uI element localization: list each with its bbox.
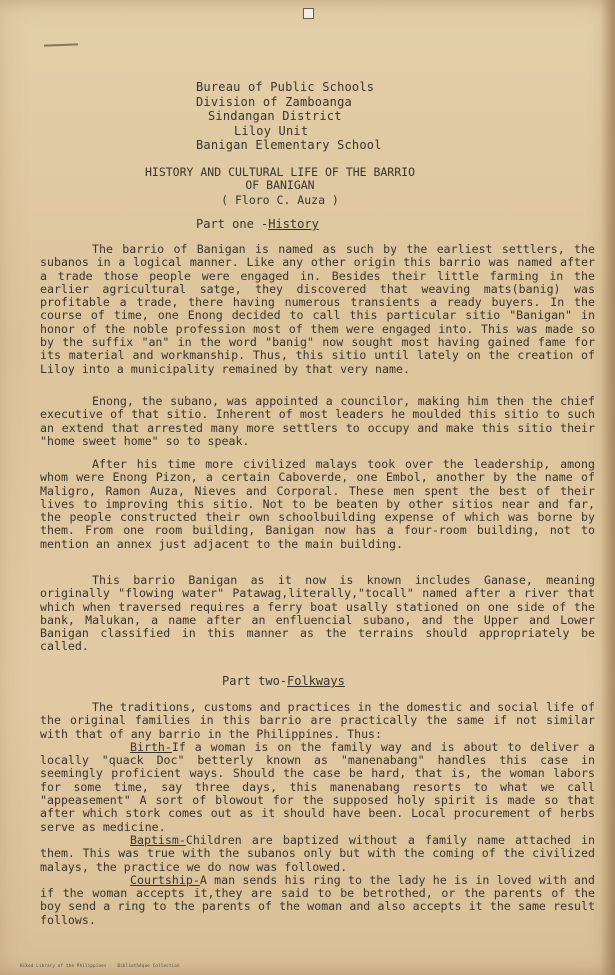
- title-line-1: HISTORY AND CULTURAL LIFE OF THE BARRIO: [144, 165, 416, 179]
- part-two-prefix: Part two-: [222, 674, 288, 688]
- page-edge-shadow: [601, 0, 615, 975]
- history-paragraph-4: This barrio Banigan as it now is known includes Ganase, meaning originally "flowing water" Patawag,literally,"tocall" named after a river that which when traversed requires a ferry boat usally stationed on one side of the bank, Malukan, a name after an enfluencial subano, and the Upper and Lower Banigan classified in this manner as the terrains should appropriately be called.: [40, 573, 595, 654]
- footer-stamp: [20, 963, 220, 968]
- header-district: Sindangan District: [208, 109, 342, 124]
- pencil-mark: [44, 43, 78, 46]
- footer-left: Hiked Library of the Philippines: [20, 963, 107, 968]
- baptism-text: Children are baptized without a family name attached in them. This was true with the subanos only but with the coming of the civilized malays, the practice we do now was followed.: [40, 832, 595, 874]
- footer-right: Bibliothèque Collection: [117, 963, 180, 968]
- history-section-3: [40, 458, 595, 551]
- part-two-heading: [222, 674, 345, 688]
- document-title: [120, 166, 440, 192]
- title-line-2: OF BANIGAN: [245, 178, 315, 192]
- history-paragraph-3: After his time more civilized malays took over the leadership, among whom were Enong Pizon, a certain Caboverde, one Embol, another by the name of Maligro, Ramon Auza, Nieves and Corporal. These men spent the best of their lives to improving this sitio. Not to be beaten by other sitios near and far, the people constructed their own schoolbuilding expense of which was borne by them. From one room building, Banigan now has a four-room building, not to mention an annex just adjacent to the main building.: [40, 457, 595, 551]
- part-one-label: History: [268, 217, 319, 231]
- history-paragraph-1: The barrio of Banigan is named as such by the earliest settlers, the subanos in a logical manner. Like any other origin this barrio was named after a trade those people were engaged in. Besides their little farming in the earlier agricultural satge, they discovered that weaving mats(banig) was profitable a trade, there having numerous transients a ready buyers. In the course of time, one Enong decided to call this particular sitio "Banigan" in honor of the noble profession most of them were engaged into. This was made so by the suffix "an" in the word "banig" now sought most having gained fame for its material and workmanship. Thus, this sitio until lately on the creation of Liloy into a municipality remained by that very name.: [40, 242, 595, 376]
- folkways-courtship: [40, 874, 595, 927]
- courtship-label: Courtship-: [130, 872, 200, 887]
- part-two-label: Folkways: [287, 674, 345, 688]
- history-paragraph-2: Enong, the subano, was appointed a councilor, making him then the chief executive of that sitio. Inherent of most leaders he moulded this sitio to such an extend that arrested many more settlers to occupy and make this sitio their "home sweet home" so to speak.: [40, 394, 595, 448]
- header-unit: Liloy Unit: [234, 123, 309, 138]
- history-section-2: [40, 395, 595, 448]
- birth-text: If a woman is on the family way and is about to deliver a locally "quack Doc" betterly known as "manenabang" handles this case in seemingly proficient ways. Should the case be hard, that is, the woman labors for some time, say three days, this manenabang resorts to what we call "appeasement" A sort of blowout for the supposed holy spirit is made so that after which stork comes out as it should have been. Local procurement of herbs serve as medicine.: [40, 739, 595, 834]
- author-line: ( Floro C. Auza ): [221, 193, 339, 207]
- header-division: Division of Zamboanga: [196, 94, 352, 109]
- folkways-birth: [40, 741, 595, 834]
- folkways-baptism: [40, 834, 595, 874]
- baptism-label: Baptism-: [130, 832, 186, 847]
- history-section-4: [40, 574, 595, 654]
- birth-label: Birth-: [130, 739, 172, 754]
- folkways-intro: The traditions, customs and practices in the domestic and social life of the original families in this barrio are practically the same if not similar with that of any barrio in the Philippines. Thus:: [40, 700, 595, 741]
- courtship-text: A man sends his ring to the lady he is in loved with and if the woman accepts it,they are said to be betrothed, or the parents of the boy send a ring to the parents of the woman and also accepts it the same result follows.: [40, 872, 595, 927]
- history-section: [40, 243, 595, 376]
- folkways-section: [40, 701, 595, 927]
- header-bureau: Bureau of Public Schools: [196, 80, 375, 94]
- part-one-prefix: Part one -: [196, 217, 269, 231]
- header-school: Banigan Elementary School: [196, 138, 382, 153]
- part-one-heading: [196, 217, 319, 231]
- staple-mark: [303, 8, 314, 19]
- document-header: [196, 80, 456, 153]
